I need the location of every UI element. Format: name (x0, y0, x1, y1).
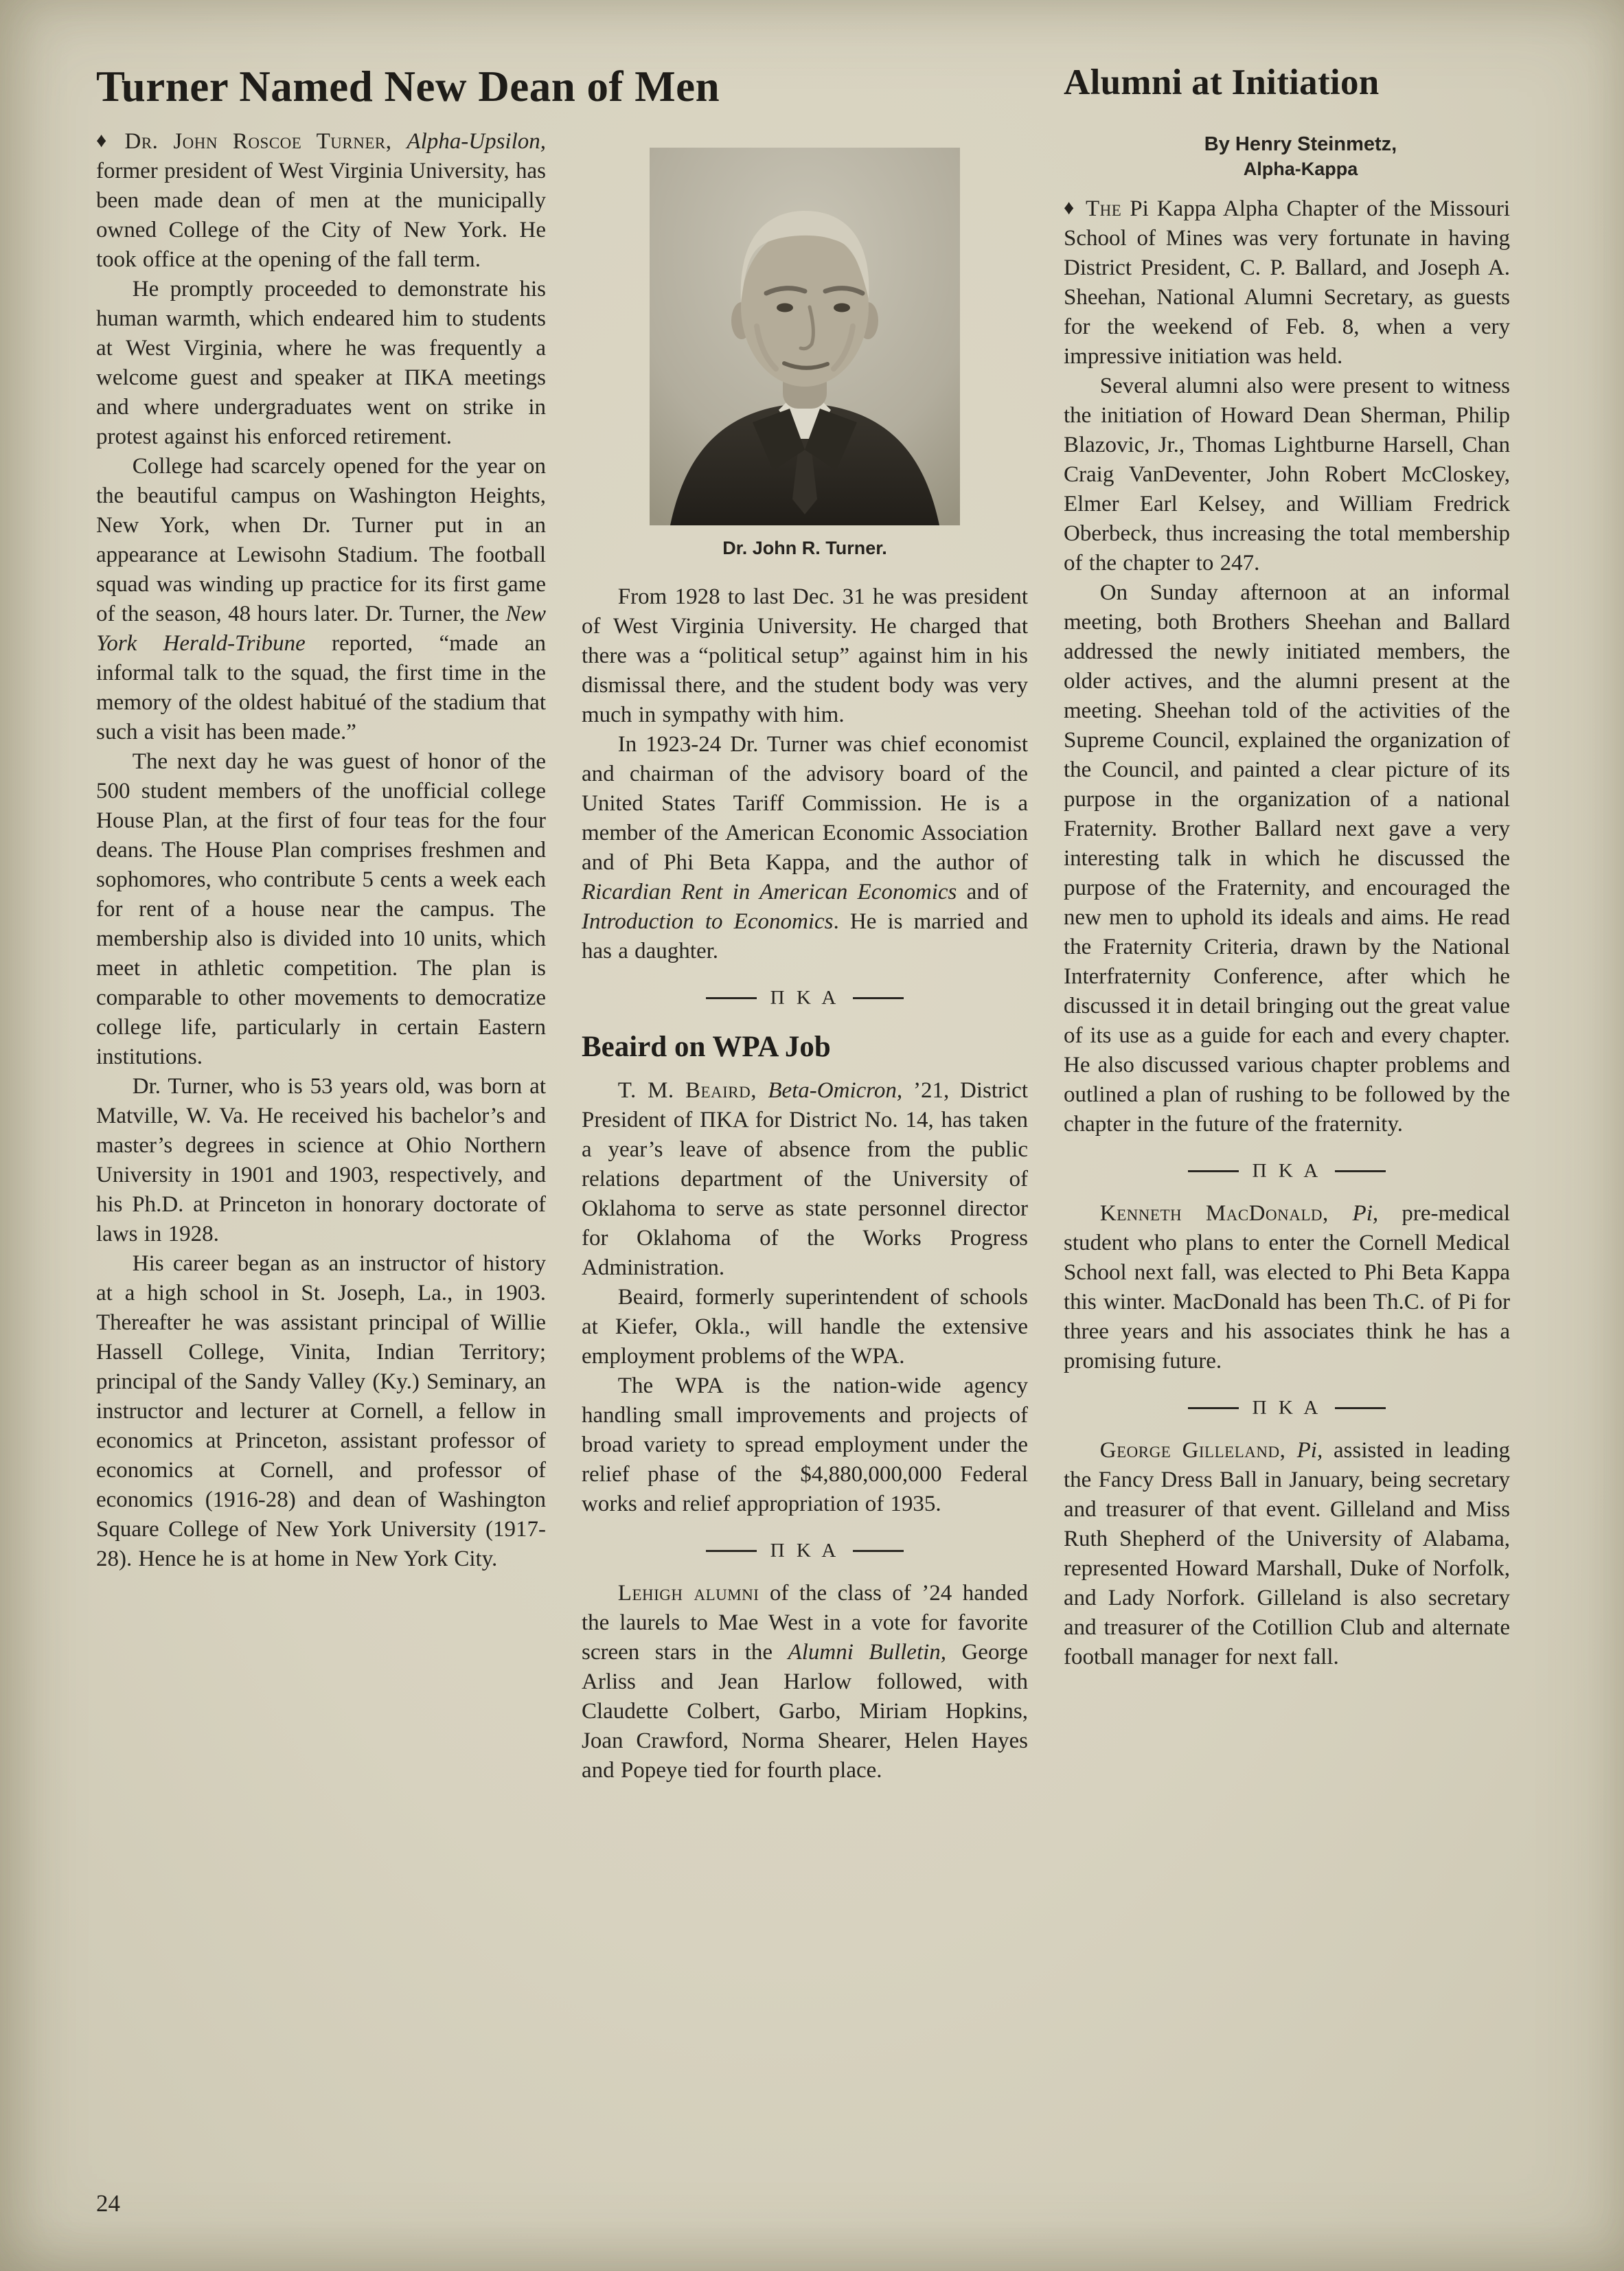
diamond-icon: ♦ (96, 129, 115, 152)
beaird-paragraph-2: Beaird, formerly superintendent of schools at Kiefer, Okla., will handle the extensive employment problems of the WPA. (582, 1285, 1028, 1369)
text-run-smallcaps: George Gilleland, (1099, 1438, 1297, 1463)
alumni-article-headline: Alumni at Initiation (1064, 62, 1380, 102)
turner-paragraph-2: He promptly proceeded to demonstrate his human warmth, which endeared him to students at West Virginia, where he was frequently a welcome guest and speaker at ΠΚΑ meetings and where undergraduates went on strike in protest against his enforced retirement. (96, 277, 546, 449)
byline-chapter: Alpha-Kappa (1243, 159, 1358, 179)
text-run-italic: Ricardian Rent in American Economics (582, 880, 957, 904)
turner-portrait-photo (650, 148, 960, 559)
turner-paragraph-8 (582, 730, 1028, 966)
pka-section-divider (1064, 1160, 1510, 1183)
column-2 (582, 127, 1028, 1785)
text-run: reported, “made an informal talk to the squad, the first time in the memory of the oldest habitué of the stadium that such a visit has been made.” (96, 631, 546, 744)
divider-rule (1335, 1407, 1386, 1409)
alumni-paragraph-3: On Sunday afternoon at an informal meeting, both Brothers Sheehan and Ballard addressed the newly initiated members, the older actives, and the alumni present at the meeting. Sheehan told of the activities of the Supreme Council, explained the organization of the Council, and painted a clear picture of its purpose in the organization of a national Fraternity. Brother Ballard next gave a very interesting talk in which he discussed the purpose of the Fraternity, and encouraged the new men to uphold its ideals and aims. He read the Fraternity Criteria, drawn by the National Interfraternity Conference, after which he discussed it in detail bringing out the great value of its use as a guide for each and every chapter. He also discussed various chapter problems and outlined a plan of rushing to be followed by the chapter in the future of the fraternity. (1064, 580, 1510, 1137)
beaird-lead-paragraph (582, 1076, 1028, 1283)
page-number: 24 (96, 2190, 120, 2217)
alumni-byline (1091, 131, 1510, 181)
text-run: and of (957, 880, 1028, 904)
text-run-smallcaps: Kenneth MacDonald, (1099, 1201, 1353, 1226)
divider-rule (706, 1550, 757, 1552)
lehigh-paragraph (582, 1579, 1028, 1785)
divider-rule (1188, 1407, 1239, 1409)
text-run: ’21, District President of ΠΚΑ for District No. 14, has taken a year’s leave of absence from the public relations department of the University of Oklahoma to serve as state personnel director for Oklahoma of the Works Progress Administration. (582, 1078, 1028, 1280)
macdonald-paragraph (1064, 1199, 1510, 1376)
pka-section-divider (1064, 1397, 1510, 1419)
beaird-paragraph-3: The WPA is the nation-wide agency handling small improvements and projects of broad variety to spread employment under the relief phase of the $4,880,000,000 Federal works and relief appropriation of 1935. (582, 1373, 1028, 1516)
text-run: Pi Kappa Alpha Chapter of the Missouri School of Mines was very fortunate in having District President, C. P. Ballard, and Joseph A. Sheehan, National Alumni Secretary, as guests for the weekend of Feb. 8, when a very impressive initiation was held. (1064, 196, 1510, 369)
diamond-icon: ♦ (1064, 196, 1076, 219)
pka-divider-label: Π Κ Α (1252, 1397, 1322, 1419)
pka-divider-label: Π Κ Α (770, 1540, 840, 1562)
byline-author: By Henry Steinmetz, (1204, 133, 1397, 155)
turner-lead-paragraph (96, 127, 546, 275)
beaird-article-headline: Beaird on WPA Job (582, 1031, 831, 1063)
divider-rule (853, 997, 904, 999)
pka-divider-label: Π Κ Α (1252, 1160, 1322, 1182)
turner-paragraph-5: Dr. Turner, who is 53 years old, was born at Matville, W. Va. He received his bachelor’s and master’s degrees in science at Ohio Northern University in 1901 and 1903, respectively, and his Ph.D. at Princeton in honorary doctorate of laws in 1928. (96, 1074, 546, 1246)
turner-paragraph-7: From 1928 to last Dec. 31 he was president of West Virginia University. He charged that there was a “political setup” against him in his dismissal there, and the student body was very much in sympathy with him. (582, 584, 1028, 727)
text-run-italic: Alumni Bulletin, (788, 1640, 947, 1665)
text-run-italic: Introduction to Economics (582, 909, 834, 934)
text-run-italic: Pi, (1352, 1201, 1402, 1226)
turner-paragraph-6: His career began as an instructor of history at a high school in St. Joseph, La., in 1903. Thereafter he was assistant principal of Willie Hassell College, Vinita, Indian Territory; principal of the Sandy Valley (Ky.) Seminary, an instructor and lecturer at Cornell, a fellow in economics at Princeton, assistant professor of economics at Cornell, and professor of economics (1916-28) and dean of Washington Square College of New York University (1917-28). Hence he is at home in New York City. (96, 1251, 546, 1571)
divider-rule (706, 997, 757, 999)
alumni-article-header (1064, 62, 1510, 127)
text-run: former president of West Virginia University, has been made dean of men at the municipally owned College of the City of New York. He took office at the opening of the fall term. (96, 159, 546, 272)
page-grid (96, 62, 1510, 1785)
text-run-smallcaps: The (1086, 196, 1122, 221)
alumni-paragraph-2: Several alumni also were present to witness the initiation of Howard Dean Sherman, Philip Blazovic, Jr., Thomas Lightburne Harsell, Chan Craig VanDeventer, John Robert McCloskey, Elmer Earl Kelsey, and William Fredrick Oberbeck, thus increasing the total membership of the chapter to 247. (1064, 374, 1510, 575)
text-run-smallcaps: Lehigh alumni (617, 1581, 759, 1606)
alumni-lead-paragraph (1064, 194, 1510, 372)
portrait-illustration (650, 148, 960, 525)
divider-rule (1188, 1170, 1239, 1172)
text-run-italic: Pi, (1296, 1438, 1334, 1463)
text-run-smallcaps: T. M. Beaird, (617, 1078, 768, 1103)
divider-rule (853, 1550, 904, 1552)
turner-paragraph-4: The next day he was guest of honor of the 500 student members of the unofficial college House Plan, at the first of four teas for the four deans. The House Plan comprises freshmen and sophomores, who contribute 5 cents a week each for rent of a house near the campus. The membership also is divided into 10 units, which meet in athletic competition. The plan is comparable to other movements to democratize college life, particularly in certain Eastern institutions. (96, 749, 546, 1069)
pka-section-divider (582, 987, 1028, 1009)
pka-divider-label: Π Κ Α (770, 987, 840, 1009)
pka-section-divider (582, 1540, 1028, 1562)
text-run-italic: Beta-Omicron, (768, 1078, 913, 1103)
text-run-smallcaps: Dr. John Roscoe Turner, (124, 129, 407, 154)
photo-caption: Dr. John R. Turner. (722, 538, 887, 558)
turner-paragraph-3 (96, 452, 546, 747)
text-run: College had scarcely opened for the year on the beautiful campus on Washington Heights, New York, when Dr. Turner put in an appearance at Lewisohn Stadium. The football squad was winding up practice for its first game of the season, 48 hours later. Dr. Turner, the (96, 454, 546, 626)
gilleland-paragraph (1064, 1436, 1510, 1672)
text-run: . He is married and has a daughter. (582, 909, 1028, 963)
text-run: of the class of ’24 handed the laurels to Mae West in a vote for favorite screen stars in the (582, 1581, 1028, 1665)
text-run: assisted in leading the Fancy Dress Ball in January, being secretary and treasurer of that event. Gilleland and Miss Ruth Shepherd of the University of Alabama, represented Howard Marshall, Duke of Norfolk, and Lady Norfork. Gilleland is also secretary and treasurer of the Cotillion Club and alternate football manager for next fall. (1064, 1438, 1510, 1669)
text-run: pre-medical student who plans to enter the Cornell Medical School next fall, was elected to Phi Beta Kappa this winter. MacDonald has been Th.C. of Pi for three years and his associates think he has a promising future. (1064, 1201, 1510, 1373)
text-run-italic: New York Herald-Tribune (96, 602, 546, 656)
turner-article-headline: Turner Named New Dean of Men (96, 62, 720, 111)
text-run-italic: Alpha-Upsilon, (407, 129, 546, 154)
column-3 (1064, 127, 1510, 1785)
column-1 (96, 127, 546, 1785)
text-run: In 1923-24 Dr. Turner was chief economist and chairman of the advisory board of the United States Tariff Commission. He is a member of the American Economic Association and of Phi Beta Kappa, and the author of (582, 732, 1028, 875)
text-run: George Arliss and Jean Harlow followed, with Claudette Colbert, Garbo, Miriam Hopkins, Joan Crawford, Norma Shearer, Helen Hayes and Popeye tied for fourth place. (582, 1640, 1028, 1783)
divider-rule (1335, 1170, 1386, 1172)
